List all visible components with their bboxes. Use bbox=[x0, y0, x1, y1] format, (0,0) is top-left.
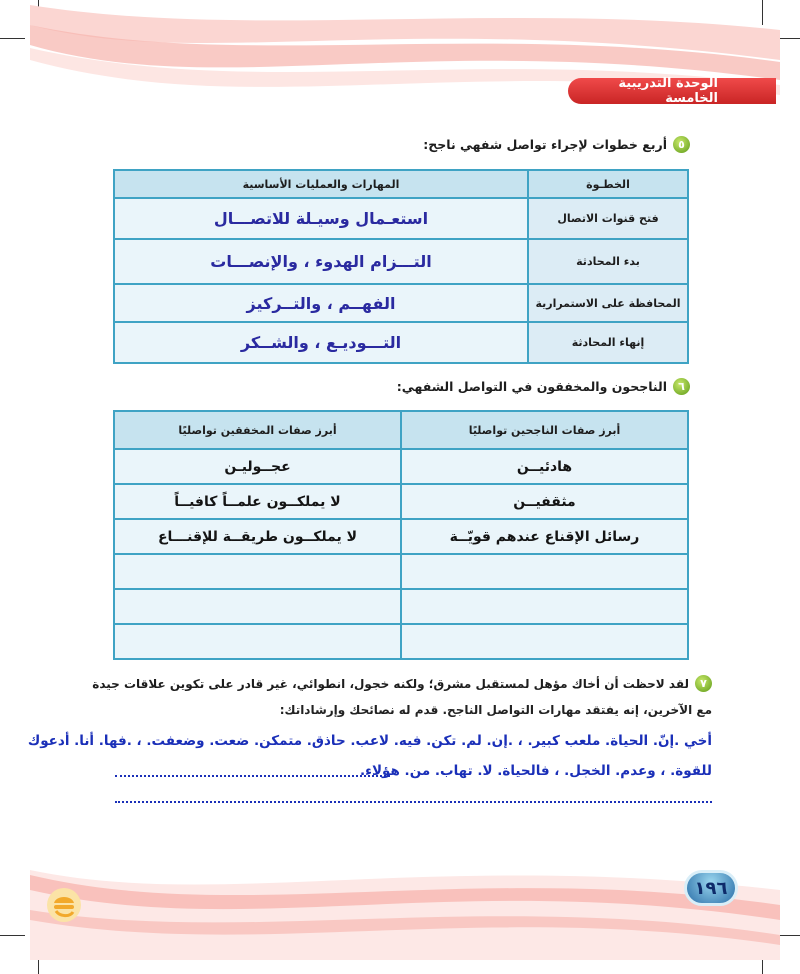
table-row bbox=[114, 519, 688, 554]
table-row bbox=[114, 198, 688, 239]
col-header-success: أبرز صفات الناجحين تواصليًا bbox=[401, 411, 688, 449]
skill-cell: الفهــم ، والتــركيز bbox=[114, 284, 528, 322]
table-row bbox=[114, 284, 688, 322]
skill-cell: استعـمال وسيـلة للاتصـــال bbox=[114, 198, 528, 239]
table-row bbox=[114, 554, 688, 589]
success-cell[interactable] bbox=[401, 589, 688, 624]
question-number-badge: ٦ bbox=[673, 378, 690, 395]
col-header-step: الخطـوة bbox=[528, 170, 688, 198]
question-6-text: الناجحون والمخفقون في التواصل الشفهي: bbox=[396, 379, 667, 394]
page-number-badge bbox=[684, 870, 738, 906]
step-cell: إنهاء المحادثة bbox=[528, 322, 688, 363]
header-wave-decoration bbox=[0, 0, 800, 140]
answer-line-2: للقوة. ، وعدم. الخجل. ، فالحياة. لا. تهاب. من. هؤلاء. bbox=[359, 763, 712, 779]
skill-cell: التـــوديـع ، والشــكر bbox=[114, 322, 528, 363]
success-cell[interactable] bbox=[401, 624, 688, 659]
answer-dotted-line[interactable] bbox=[115, 801, 712, 803]
table-row bbox=[114, 449, 688, 484]
table-row bbox=[114, 322, 688, 363]
fail-cell: لا يملكــون طريقــة للإقنـــاع bbox=[114, 519, 401, 554]
step-cell: بدء المحادثة bbox=[528, 239, 688, 284]
fail-cell: لا يملكــون علمــاً كافيــاً bbox=[114, 484, 401, 519]
question-6-title bbox=[397, 378, 690, 395]
col-header-skills: المهارات والعمليات الأساسية bbox=[114, 170, 528, 198]
question-5-title bbox=[423, 136, 690, 153]
skill-cell: التـــزام الهدوء ، والإنصـــات bbox=[114, 239, 528, 284]
publisher-logo-icon bbox=[44, 885, 84, 925]
question-7-line1: لقد لاحظت أن أخاك مؤهل لمستقبل مشرق؛ ولكنه خجول، انطوائي، غير قادر على تكوين علاقات جيدة bbox=[92, 676, 689, 691]
question-7-title bbox=[92, 675, 712, 692]
page-number: ١٩٦ bbox=[694, 877, 728, 899]
step-cell: المحافظة على الاستمرارية bbox=[528, 284, 688, 322]
unit-title-banner bbox=[568, 78, 776, 104]
success-cell[interactable] bbox=[401, 554, 688, 589]
question-5-text: أربع خطوات لإجراء تواصل شفهي ناجح: bbox=[423, 137, 667, 152]
unit-title: الوحدة التدريبية الخامسة bbox=[618, 76, 718, 106]
traits-table bbox=[113, 410, 689, 660]
question-7-line2: مع الآخرين، إنه يفتقد مهارات التواصل الناجح. قدم له نصائحك وإرشاداتك: bbox=[279, 703, 712, 717]
step-cell: فتح قنوات الاتصال bbox=[528, 198, 688, 239]
question-number-badge: ٥ bbox=[673, 136, 690, 153]
fail-cell[interactable] bbox=[114, 554, 401, 589]
success-cell: مثقفيــن bbox=[401, 484, 688, 519]
table-row bbox=[114, 239, 688, 284]
fail-cell: عجــوليـن bbox=[114, 449, 401, 484]
table-row bbox=[114, 624, 688, 659]
table-row bbox=[114, 484, 688, 519]
question-number-badge: ٧ bbox=[695, 675, 712, 692]
fail-cell[interactable] bbox=[114, 589, 401, 624]
steps-table bbox=[113, 169, 689, 364]
answer-line-1: أخي .إنّ. الحياة. ملعب كبير. ، .إن. لم. تكن. فيه. لاعب. حاذق. متمكن. ضعت. وضعفت. ، .فها. أنا. أدعوك bbox=[27, 733, 712, 749]
fail-cell[interactable] bbox=[114, 624, 401, 659]
footer-wave-decoration bbox=[0, 850, 800, 974]
success-cell: رسائل الإقناع عندهم قويّــة bbox=[401, 519, 688, 554]
success-cell: هادئيــن bbox=[401, 449, 688, 484]
table-row bbox=[114, 589, 688, 624]
answer-dotted-line[interactable] bbox=[115, 775, 390, 777]
col-header-fail: أبرز صفات المخفقين تواصليًا bbox=[114, 411, 401, 449]
